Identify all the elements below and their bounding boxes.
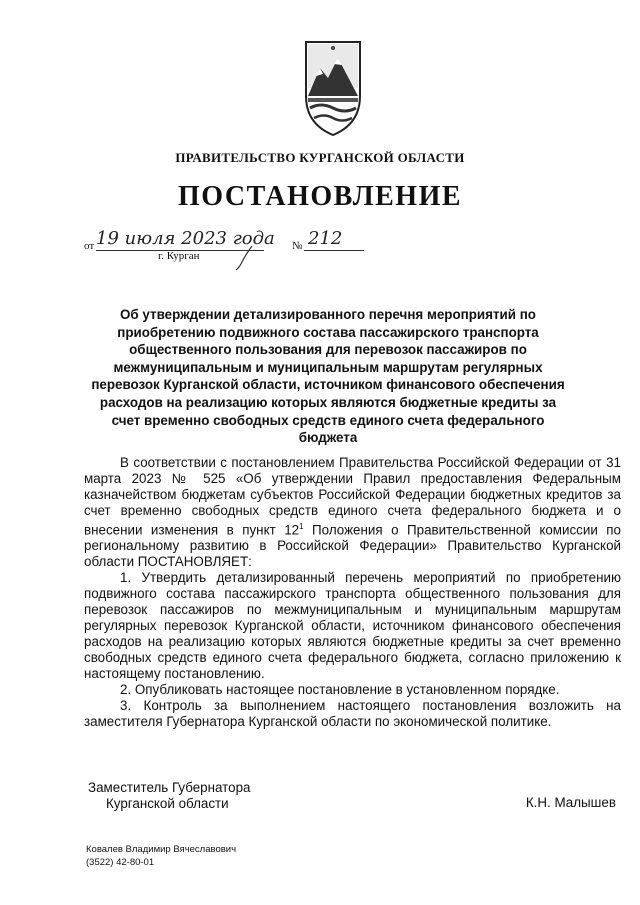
document-body [84, 455, 621, 730]
executor-phone: (3522) 42-80-01 [86, 856, 155, 868]
handwritten-date: 19 июля 2023 года [96, 228, 275, 249]
date-number-line [84, 228, 384, 272]
body-paragraph-preamble: В соответствии с постановлением Правительства Российской Федерации от 31 марта 2023 № 525 «Об утверждении Правил предоставления Федеральным казначейством бюджетам субъектов Российской Федерации бюджетных кредитов за счет временно свободных средств единого счета федерального бюджета и о внесении изменения в пункт $12^1$ Положения о Правительственной комиссии по региональному развитию в Российской Федерации» Правительство Курганской области ПОСТАНОВЛЯЕТ: [84, 455, 621, 570]
government-name: ПРАВИТЕЛЬСТВО КУРГАНСКОЙ ОБЛАСТИ [175, 150, 465, 165]
signatory-position [88, 780, 250, 812]
signatory-position-line-1: Заместитель Губернатора [88, 780, 251, 795]
body-paragraph-item-1: 1. Утвердить детализированный перечень мероприятий по приобретению подвижного состава пассажирского транспорта общественного пользования для перевозок пассажиров по межмуниципальным и муниципальным маршрутам регулярных перевозок Курганской области, источником финансового обеспечения расходов на реализацию которых являются бюджетные кредиты за счет временно свободных средств единого счета федерального бюджета, согласно приложению к настоящему постановлению. [84, 570, 621, 681]
handwritten-mark [232, 244, 256, 272]
signatory-name: К.Н. Малышев [525, 795, 616, 810]
executor-name: Ковалев Владимир Вячеславович [86, 844, 237, 855]
signatory-position-line-2: Курганской области [106, 796, 229, 811]
body-paragraph-item-3: 3. Контроль за выполнением настоящего постановления возложить на заместителя Губернатора Курганской области по экономической политике. [84, 697, 621, 729]
from-label: от [84, 240, 95, 252]
city-label: г. Курган [158, 250, 200, 262]
number-underline [304, 250, 364, 251]
body-paragraph-item-2: 2. Опубликовать настоящее постановление в установленном порядке. [120, 681, 560, 697]
executor-info [86, 844, 236, 869]
document-type-title: ПОСТАНОВЛЕНИЕ [177, 181, 463, 212]
handwritten-number: 212 [308, 228, 343, 249]
document-heading: Об утверждении детализированного перечня мероприятий по приобретению подвижного состава пассажирского транспорта общественного пользования для перевозок пассажиров по межмуниципальным и муниципальным маршрутам регулярных перевозок Курганской области, источником финансового обеспечения расходов на реализацию которых являются бюджетные кредиты за счет временно свободных средств единого счета федерального бюджета [91, 307, 565, 446]
number-label: № [292, 240, 303, 252]
coat-of-arms-emblem [296, 38, 370, 138]
